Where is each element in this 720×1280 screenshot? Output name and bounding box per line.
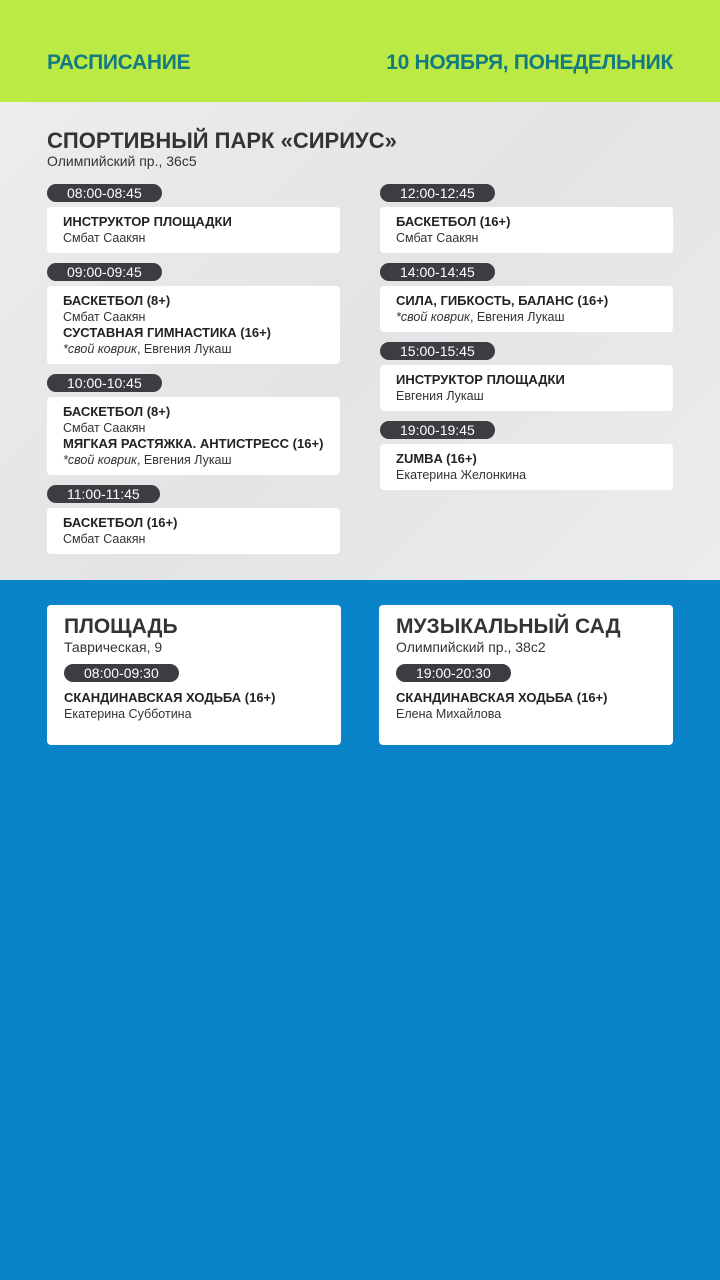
session-card bbox=[380, 207, 673, 253]
venue-address: Таврическая, 9 bbox=[64, 639, 163, 655]
activity-title: СКАНДИНАВСКАЯ ХОДЬБА (16+) bbox=[396, 690, 608, 705]
mat-note: *свой коврик bbox=[63, 342, 137, 356]
header-title: РАСПИСАНИЕ bbox=[47, 51, 191, 74]
mat-note: *свой коврик bbox=[396, 310, 470, 324]
schedule-column-left bbox=[47, 184, 340, 564]
instructor-name: , Евгения Лукаш bbox=[136, 453, 232, 467]
activity-title: СИЛА, ГИБКОСТЬ, БАЛАНС (16+) bbox=[396, 293, 609, 308]
header-bar bbox=[0, 0, 720, 102]
schedule-column-right bbox=[380, 184, 673, 500]
venue-name: СПОРТИВНЫЙ ПАРК «СИРИУС» bbox=[47, 128, 397, 153]
instructor-name: Екатерина Субботина bbox=[64, 707, 192, 721]
instructor-line bbox=[63, 230, 324, 246]
instructor-line bbox=[63, 341, 324, 357]
venue-name: МУЗЫКАЛЬНЫЙ САД bbox=[396, 615, 621, 638]
session-card bbox=[380, 286, 673, 332]
instructor-line bbox=[63, 309, 324, 325]
time-pill: 19:00-20:30 bbox=[396, 664, 511, 682]
venue-address: Олимпийский пр., 36с5 bbox=[47, 153, 197, 169]
venue-card-ploshchad bbox=[47, 605, 341, 745]
session-card bbox=[47, 207, 340, 253]
session-card bbox=[47, 397, 340, 475]
session-card bbox=[47, 286, 340, 364]
activity-title: БАСКЕТБОЛ (8+) bbox=[63, 404, 171, 419]
activity-title: БАСКЕТБОЛ (16+) bbox=[396, 214, 511, 229]
venue-card-music-garden bbox=[379, 605, 673, 745]
session-card bbox=[380, 444, 673, 490]
mat-note: *свой коврик bbox=[63, 453, 137, 467]
activity-title: ZUMBA (16+) bbox=[396, 451, 477, 466]
venue-address: Олимпийский пр., 38с2 bbox=[396, 639, 546, 655]
instructor-line bbox=[396, 309, 657, 325]
instructor-name: Елена Михайлова bbox=[396, 707, 502, 721]
instructor-name: , Евгения Лукаш bbox=[469, 310, 565, 324]
activity-title: МЯГКАЯ РАСТЯЖКА. АНТИСТРЕСС (16+) bbox=[63, 436, 324, 451]
time-pill: 11:00-11:45 bbox=[47, 485, 160, 503]
instructor-name: Смбат Саакян bbox=[63, 532, 146, 546]
instructor-name: Екатерина Желонкина bbox=[396, 468, 527, 482]
instructor-line bbox=[63, 531, 324, 547]
time-pill: 10:00-10:45 bbox=[47, 374, 162, 392]
time-pill: 08:00-08:45 bbox=[47, 184, 162, 202]
time-pill: 12:00-12:45 bbox=[380, 184, 495, 202]
time-pill: 15:00-15:45 bbox=[380, 342, 495, 360]
instructor-line bbox=[396, 230, 657, 246]
instructor-name: Евгения Лукаш bbox=[396, 389, 484, 403]
time-pill: 08:00-09:30 bbox=[64, 664, 179, 682]
instructor-name: , Евгения Лукаш bbox=[136, 342, 232, 356]
activity-title: ИНСТРУКТОР ПЛОЩАДКИ bbox=[63, 214, 232, 229]
time-pill: 09:00-09:45 bbox=[47, 263, 162, 281]
instructor-name: Смбат Саакян bbox=[396, 231, 479, 245]
instructor-name: Смбат Саакян bbox=[63, 310, 146, 324]
time-pill: 19:00-19:45 bbox=[380, 421, 495, 439]
instructor-name: Смбат Саакян bbox=[63, 231, 146, 245]
instructor-line bbox=[63, 452, 324, 468]
activity-title: СКАНДИНАВСКАЯ ХОДЬБА (16+) bbox=[64, 690, 276, 705]
instructor-line bbox=[63, 420, 324, 436]
activity-title: БАСКЕТБОЛ (16+) bbox=[63, 515, 178, 530]
activity-title: БАСКЕТБОЛ (8+) bbox=[63, 293, 171, 308]
time-pill: 14:00-14:45 bbox=[380, 263, 495, 281]
activity-title: ИНСТРУКТОР ПЛОЩАДКИ bbox=[396, 372, 565, 387]
venue-name: ПЛОЩАДЬ bbox=[64, 615, 178, 638]
session-card bbox=[380, 365, 673, 411]
instructor-line bbox=[396, 388, 657, 404]
session-card bbox=[47, 508, 340, 554]
instructor-line bbox=[396, 467, 657, 483]
instructor-name: Смбат Саакян bbox=[63, 421, 146, 435]
activity-title: СУСТАВНАЯ ГИМНАСТИКА (16+) bbox=[63, 325, 271, 340]
header-date: 10 НОЯБРЯ, ПОНЕДЕЛЬНИК bbox=[386, 51, 673, 74]
